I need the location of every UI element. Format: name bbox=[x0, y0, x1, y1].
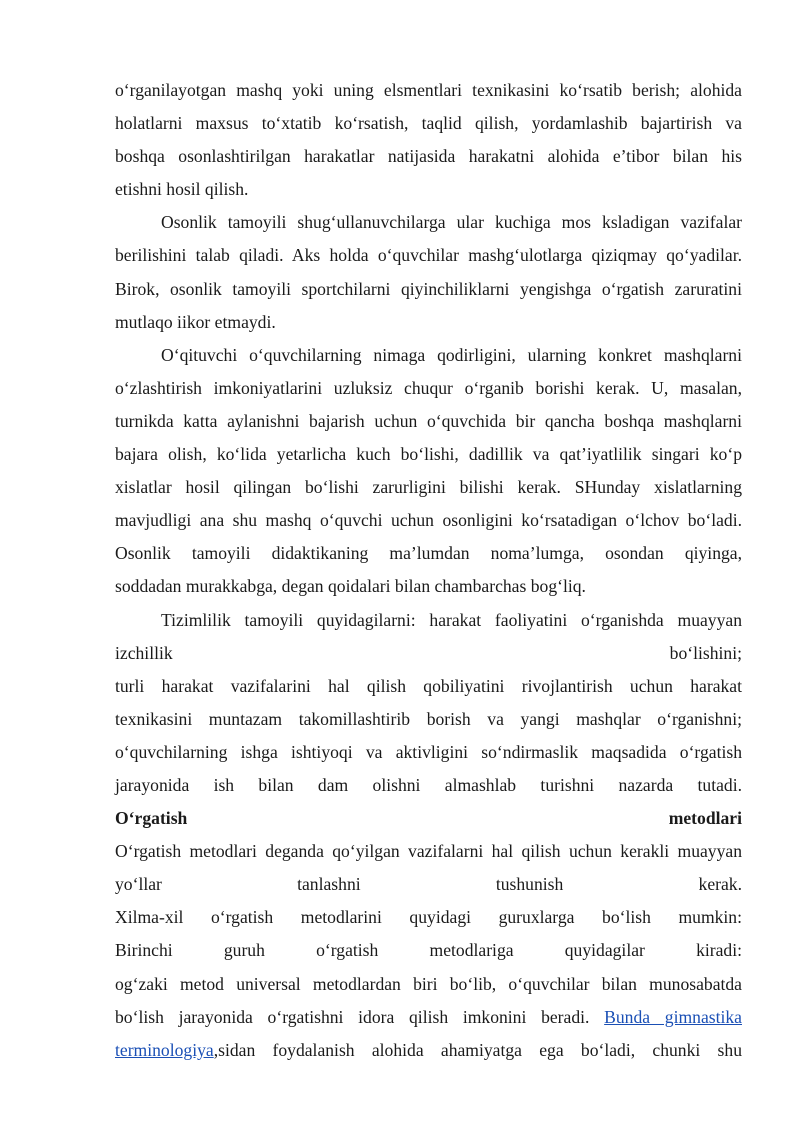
text-line: soddadan murakkabga, degan qoidalari bilan chambarchas bog‘liq. bbox=[115, 576, 586, 597]
text-line: o‘rganilayotgan mashq yoki uning elsmentlari texnikasini ko‘rsatib berish; alohida bbox=[115, 80, 742, 100]
paragraph-start: O‘qituvchi o‘quvchilarning nimaga qodirligini, ularning konkret mashqlarni bbox=[161, 344, 742, 365]
text-line: o‘quvchilarning ishga ishtiyoqi va aktivligini so‘ndirmaslik maqsadida o‘rgatish bbox=[115, 741, 742, 762]
text-line: O‘rgatish metodlari deganda qo‘yilgan vazifalarni hal qilish uchun kerakli muayyan bbox=[115, 841, 742, 862]
text-before-link: bo‘lish jarayonida o‘rgatishni idora qilish imkonini beradi. bbox=[115, 1006, 605, 1027]
paragraph-start: Tizimlilik tamoyili quyidagilarni: harakat faoliyatini o‘rganishda muayyan bbox=[161, 609, 742, 630]
text-line: izchillik bo‘lishini; bbox=[115, 642, 742, 663]
document-page bbox=[115, 74, 742, 1067]
text-line: bajara olish, ko‘lida yetarlicha kuch bo‘lishi, dadillik va qat’iyatlilik singari ko‘p bbox=[115, 444, 742, 465]
text-line: xislatlar hosil qilingan bo‘lishi zarurligini bilishi kerak. SHunday xislatlarning bbox=[115, 477, 742, 498]
text-line: etishni hosil qilish. bbox=[115, 179, 249, 200]
text-line: turli harakat vazifalarini hal qilish qobiliyatini rivojlantirish uchun harakat bbox=[115, 675, 742, 696]
text-line: holatlarni maxsus to‘xtatib ko‘rsatish, taqlid qilish, yordamlashib bajartirish va bbox=[115, 113, 742, 134]
text-line: mutlaqo iikor etmaydi. bbox=[115, 311, 276, 332]
terminologiya-link[interactable]: terminologiya bbox=[115, 1039, 214, 1060]
text-line: texnikasini muntazam takomillashtirib borish va yangi mashqlar o‘rganishni; bbox=[115, 708, 742, 729]
text-line: o‘zlashtirish imkoniyatlarini uzluksiz chuqur o‘rganib borishi kerak. U, masalan, bbox=[115, 377, 742, 398]
text-line-with-link bbox=[115, 1001, 742, 1034]
text-line: berilishini talab qiladi. Aks holda o‘quvchilar mashg‘ulotlarga qiziqmay qo‘yadilar. bbox=[115, 245, 742, 266]
text-line: Birok, osonlik tamoyili sportchilarni qiyinchiliklarni yengishga o‘rgatish zaruratini bbox=[115, 278, 742, 299]
text-line: yo‘llar tanlashni tushunish kerak. bbox=[115, 874, 742, 895]
text-line: mavjudligi ana shu mashq o‘quvchi uchun osonligini ko‘rsatadigan o‘lchov bo‘ladi. bbox=[115, 510, 742, 531]
section-heading: O‘rgatish metodlari bbox=[115, 808, 742, 829]
text-line-with-link bbox=[115, 1034, 742, 1067]
gimnastika-link[interactable]: Bunda gimnastika bbox=[604, 1006, 742, 1027]
text-line: boshqa osonlashtirilgan harakatlar natijasida harakatni alohida e’tibor bilan his bbox=[115, 146, 742, 167]
text-line: og‘zaki metod universal metodlardan biri bo‘lib, o‘quvchilar bilan munosabatda bbox=[115, 973, 742, 994]
text-line: turnikda katta aylanishni bajarish uchun o‘quvchida bir qancha boshqa mashqlarni bbox=[115, 410, 742, 431]
paragraph-start: Osonlik tamoyili shug‘ullanuvchilarga ular kuchiga mos ksladigan vazifalar bbox=[161, 212, 742, 233]
text-line: Birinchi guruh o‘rgatish metodlariga quyidagilar kiradi: bbox=[115, 940, 742, 961]
text-line: Osonlik tamoyili didaktikaning ma’lumdan noma’lumga, osondan qiyinga, bbox=[115, 543, 742, 564]
text-line: jarayonida ish bilan dam olishni almashlab turishni nazarda tutadi. bbox=[115, 774, 742, 795]
text-after-link: ,sidan foydalanish alohida ahamiyatga ega bo‘ladi, chunki shu bbox=[213, 1039, 742, 1060]
text-line: Xilma-xil o‘rgatish metodlarini quyidagi guruxlarga bo‘lish mumkin: bbox=[115, 907, 742, 928]
